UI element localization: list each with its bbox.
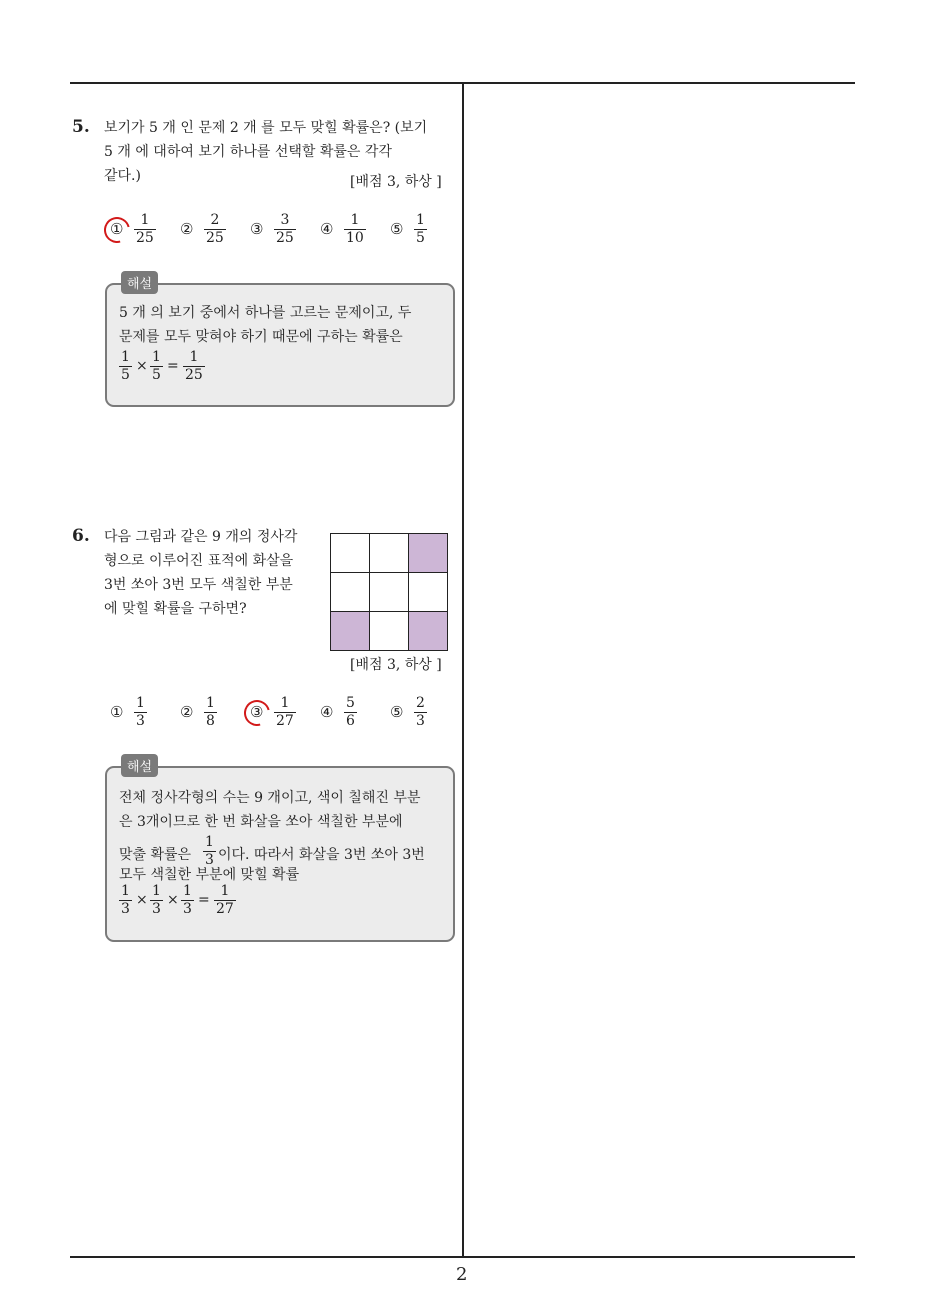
choice-number: ⑤ [390, 703, 404, 721]
choice-number: ④ [320, 703, 334, 721]
expr-operator: × [167, 892, 179, 908]
question-6-line: 3번 쏘아 3번 모두 색칠한 부분 [104, 577, 293, 593]
choice-fraction: $\frac{3}{25}$ [276, 212, 294, 246]
choice-fraction: $\frac{1}{10}$ [346, 212, 364, 246]
expr-fraction: $\frac{1}{3}$ [121, 883, 130, 917]
solution-line: 은 3개이므로 한 번 화살을 쏘아 색칠한 부분에 [119, 814, 403, 830]
expr-fraction: $\frac{1}{27}$ [216, 883, 234, 917]
question-6-text [104, 525, 329, 621]
choice-fraction: $\frac{1}{3}$ [136, 695, 145, 729]
answer-circle-mark [239, 695, 275, 731]
choice-number: ③ [250, 703, 264, 721]
solution-line: 5 개 의 보기 중에서 하나를 고르는 문제이고, 두 [119, 305, 412, 321]
choice-fraction: $\frac{1}{27}$ [276, 695, 294, 729]
page-number: 2 [456, 1264, 468, 1285]
grid-cell [409, 573, 448, 612]
solution-5-text [119, 301, 443, 349]
expr-fraction: $\frac{1}{5}$ [121, 349, 130, 383]
solution-line: 문제를 모두 맞혀야 하기 때문에 구하는 확률은 [119, 329, 403, 345]
choice-number: ④ [320, 220, 334, 238]
question-5-line: 같다.) [104, 168, 141, 184]
solution-5-tag: 해설 [121, 271, 158, 294]
solution-6-tag: 해설 [121, 754, 158, 777]
solution-6-expression [119, 883, 339, 923]
grid-cell [331, 534, 370, 573]
solution-6-text [119, 786, 443, 834]
choice-fraction: $\frac{1}{25}$ [136, 212, 154, 246]
choice-fraction: $\frac{2}{3}$ [416, 695, 425, 729]
choice-fraction: $\frac{2}{25}$ [206, 212, 224, 246]
column-divider [462, 82, 464, 1258]
expr-operator: = [198, 892, 210, 908]
expr-fraction: $\frac{1}{3}$ [183, 883, 192, 917]
expr-operator: × [136, 892, 148, 908]
question-5-line: 5 개 에 대하여 보기 하나를 선택할 확률은 각각 [104, 144, 392, 160]
choice-number: ③ [250, 220, 264, 238]
expr-operator: = [167, 358, 179, 374]
choice-number: ① [110, 703, 124, 721]
expr-fraction: $\frac{1}{25}$ [185, 349, 203, 383]
grid-cell [409, 612, 448, 651]
expr-fraction: $\frac{1}{5}$ [152, 349, 161, 383]
choice-fraction: $\frac{1}{8}$ [206, 695, 215, 729]
question-6-choices [110, 695, 450, 735]
question-6-line: 에 맞힐 확률을 구하면? [104, 601, 247, 617]
solution-box-6 [105, 766, 455, 942]
grid-cell [331, 573, 370, 612]
choice-number: ② [180, 703, 194, 721]
question-6-line: 다음 그림과 같은 9 개의 정사각 [104, 529, 298, 545]
solution-line: 모두 색칠한 부분에 맞힐 확률 [119, 867, 300, 883]
choice-fraction: $\frac{1}{5}$ [416, 212, 425, 246]
grid-cell [370, 612, 409, 651]
expr-fraction: $\frac{1}{3}$ [152, 883, 161, 917]
grid-cell [409, 534, 448, 573]
question-5-choices [110, 212, 450, 252]
target-grid [330, 533, 448, 651]
grid-cell [370, 573, 409, 612]
choice-number: ② [180, 220, 194, 238]
solution-line: 맞출 확률은 $\frac{1}{3}$ 이다. 따라서 화살을 3번 쏘아 3번 [119, 834, 425, 868]
question-6-number: 6. [72, 526, 90, 546]
inline-fraction: $\frac{1}{3}$ [205, 834, 214, 868]
choice-number: ⑤ [390, 220, 404, 238]
choice-number: ① [110, 220, 124, 238]
question-6-score: [배점 3, 하상 ] [350, 657, 442, 673]
question-6-line: 형으로 이루어진 표적에 화살을 [104, 553, 294, 569]
bottom-rule [70, 1256, 855, 1258]
grid-cell [370, 534, 409, 573]
answer-circle-mark [99, 212, 135, 248]
solution-line: 전체 정사각형의 수는 9 개이고, 색이 칠해진 부분 [119, 790, 421, 806]
question-5-score: [배점 3, 하상 ] [350, 174, 442, 190]
solution-box-5 [105, 283, 455, 407]
choice-fraction: $\frac{5}{6}$ [346, 695, 355, 729]
question-5-number: 5. [72, 117, 90, 137]
solution-5-expression [119, 349, 319, 389]
grid-cell [331, 612, 370, 651]
question-5-line: 보기가 5 개 인 문제 2 개 를 모두 맞힐 확률은? (보기 [104, 120, 428, 136]
expr-operator: × [136, 358, 148, 374]
